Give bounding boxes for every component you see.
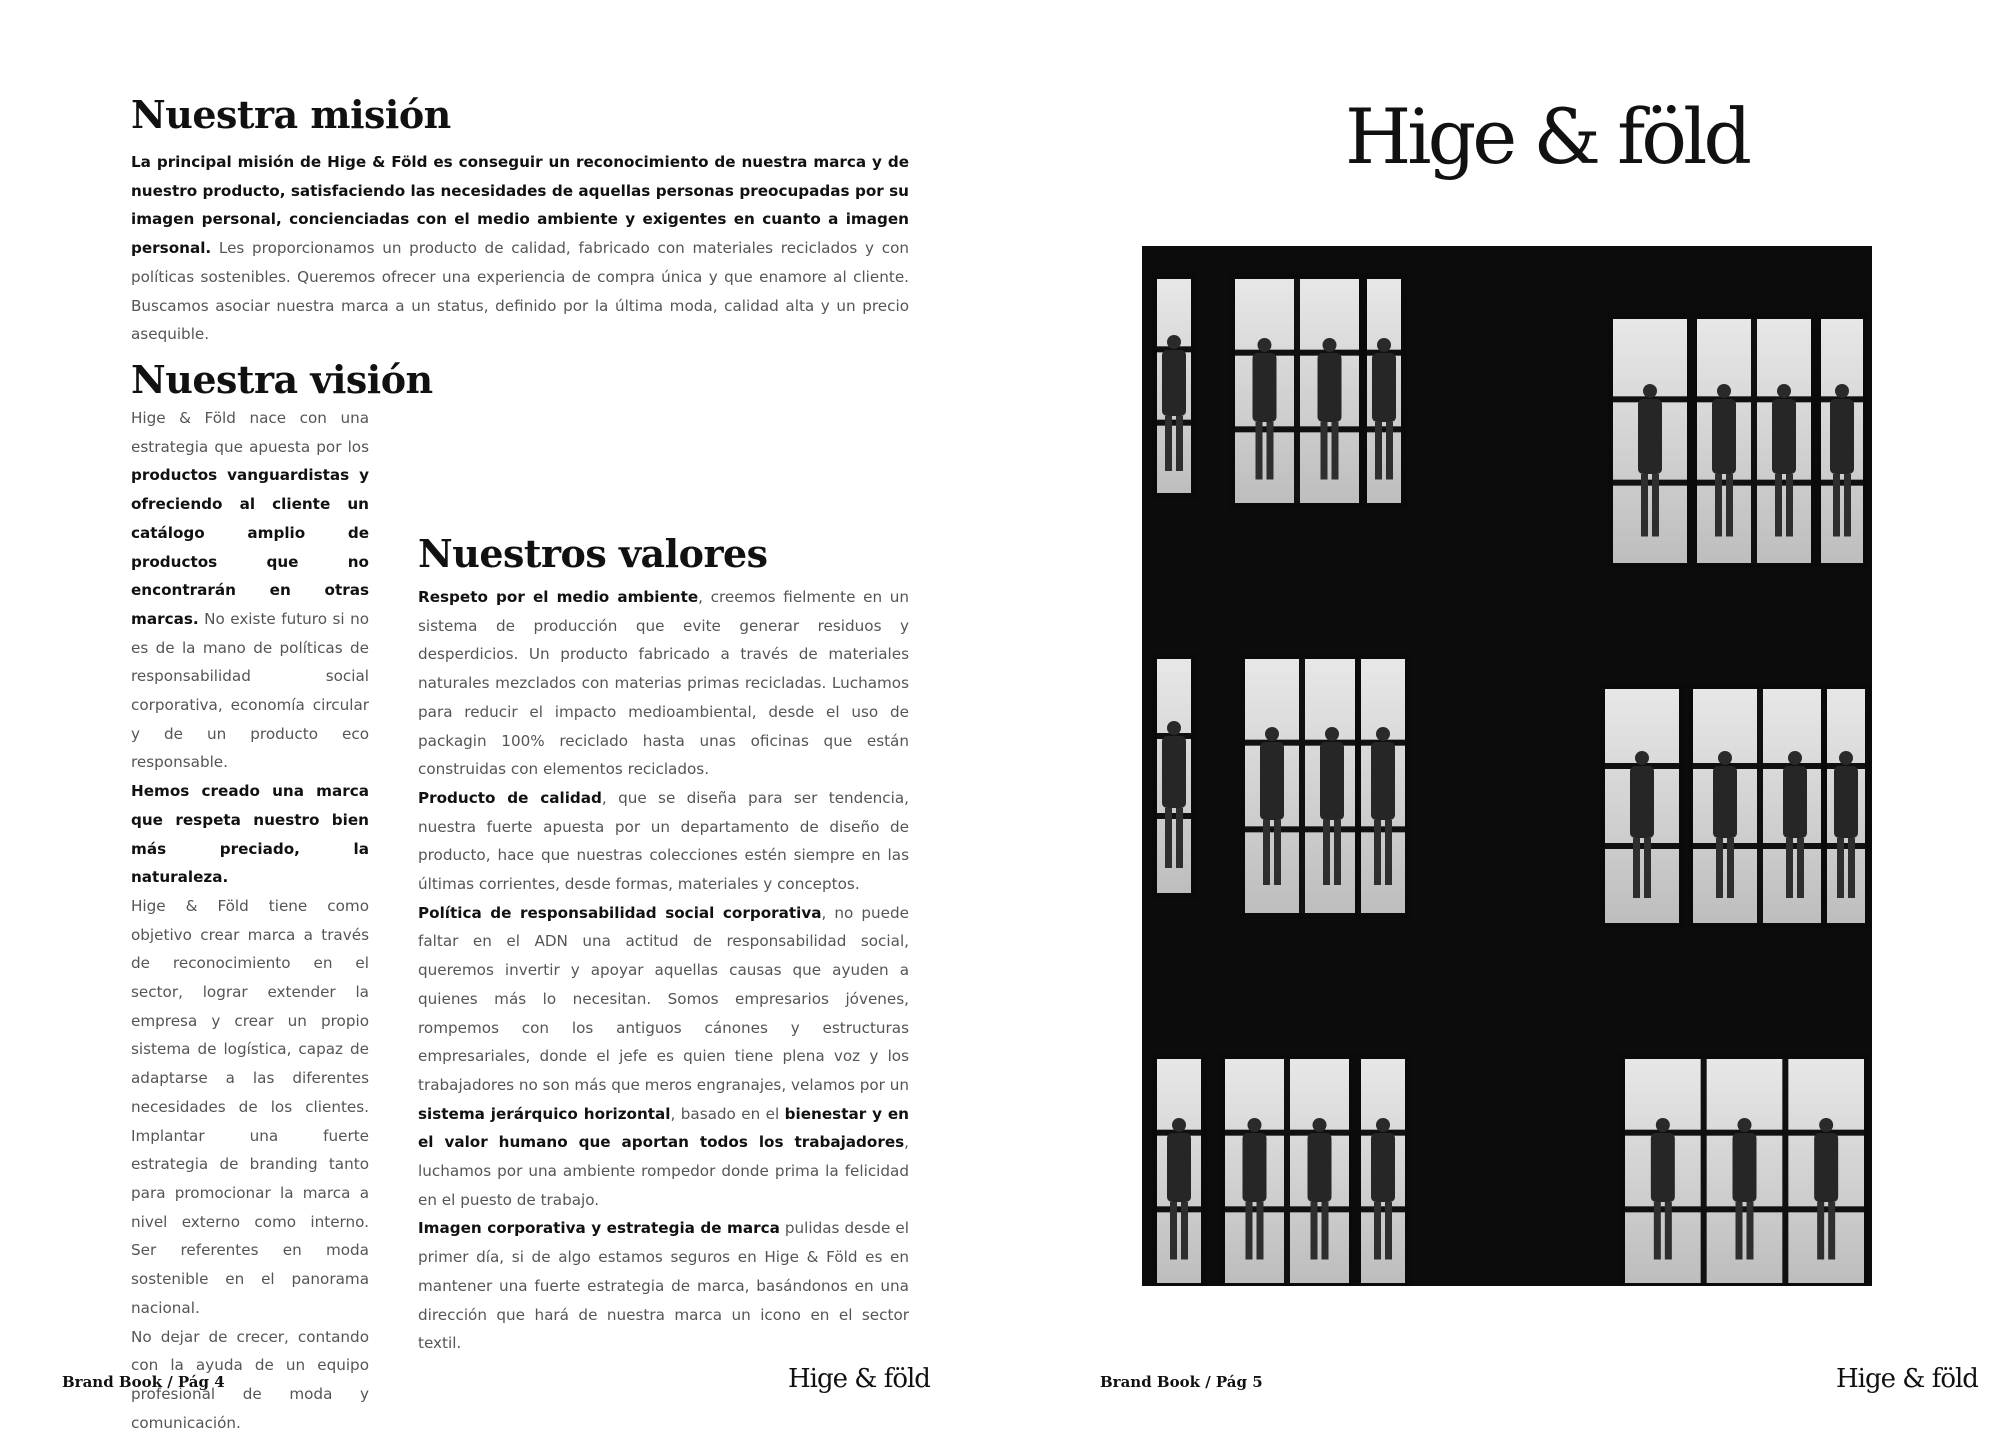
window-transom xyxy=(1364,426,1404,432)
mannequin-leg xyxy=(1736,1202,1743,1260)
mannequin-body xyxy=(1318,353,1342,422)
mannequin-head xyxy=(1325,727,1339,741)
valor-2-title: Producto de calidad xyxy=(418,789,602,807)
vision-p1-bold: productos vanguardistas y ofreciendo al cliente un catálogo amplio de productos que no encontrarán en otras marcas. xyxy=(131,466,369,628)
window-transom xyxy=(1154,813,1194,819)
footer-logo-left: Hige & föld xyxy=(788,1364,930,1394)
mannequin-leg xyxy=(1644,838,1651,898)
valor-calidad xyxy=(418,784,909,899)
window-mullion xyxy=(1701,1056,1707,1286)
window-mullion xyxy=(1751,316,1757,566)
valor-4-text: pulidas desde el primer día, si de algo estamos seguros en Hige & Föld es en mantener una fuerte estrategia de marca, basándonos en una dirección que hará de nuestra marca un icono en el sector textil. xyxy=(418,1219,909,1352)
mannequin-leg xyxy=(1321,422,1328,480)
mannequin-head xyxy=(1376,727,1390,741)
mannequin-body xyxy=(1253,353,1277,422)
vision-p1-a: Hige & Föld nace con una estrategia que apuesta por los xyxy=(131,409,369,456)
mannequin-body xyxy=(1834,766,1858,838)
mannequin-leg xyxy=(1374,820,1381,885)
mannequin-leg xyxy=(1246,1202,1253,1260)
mannequin-leg xyxy=(1323,820,1330,885)
mannequin-head xyxy=(1167,721,1181,735)
mannequin-body xyxy=(1162,736,1186,808)
mannequin-head xyxy=(1656,1118,1670,1132)
window-transom xyxy=(1232,426,1362,432)
mannequin-leg xyxy=(1385,820,1392,885)
mannequin-head xyxy=(1835,384,1849,398)
mannequin-leg xyxy=(1665,1202,1672,1260)
mannequin-leg xyxy=(1274,820,1281,885)
mannequin-head xyxy=(1635,751,1649,765)
mannequin-leg xyxy=(1786,474,1793,537)
mannequin-leg xyxy=(1641,474,1648,537)
mannequin-head xyxy=(1839,751,1853,765)
valor-3-bold-c: bienestar y en el valor humano que aportan todos los trabajadores xyxy=(418,1105,909,1152)
vision-p1-c: No existe futuro si no es de la mano de políticas de responsabilidad social corporativa, economía circular y de un producto eco responsable. xyxy=(131,610,369,772)
mannequin-leg xyxy=(1797,838,1804,898)
mannequin-body xyxy=(1372,353,1396,422)
mannequin-leg xyxy=(1256,422,1263,480)
mannequin-leg xyxy=(1833,474,1840,537)
mision-body xyxy=(131,148,909,349)
mannequin-leg xyxy=(1257,1202,1264,1260)
mannequin-leg xyxy=(1633,838,1640,898)
mannequin-leg xyxy=(1311,1202,1318,1260)
mannequin-leg xyxy=(1181,1202,1188,1260)
mannequin-leg xyxy=(1334,820,1341,885)
mannequin-body xyxy=(1733,1133,1757,1202)
mannequin-leg xyxy=(1654,1202,1661,1260)
window-transom xyxy=(1232,350,1362,356)
mannequin-head xyxy=(1819,1118,1833,1132)
valor-1-text: , creemos fielmente en un sistema de producción que evite generar residuos y desperdicios. Un producto fabricado a través de materiales naturales mezclados con materias primas recicladas. Luchamos para reducir el impacto medioambiental, desde el uso de packagin 100% reciclado hasta unas oficinas que están construidas con elementos reciclados. xyxy=(418,588,909,778)
mannequin-head xyxy=(1377,338,1391,352)
valor-3-text-c: , luchamos por una ambiente rompedor donde prima la felicidad en el puesto de trabajo. xyxy=(418,1133,909,1208)
mannequin-leg xyxy=(1747,1202,1754,1260)
window-transom xyxy=(1690,843,1830,849)
mannequin-body xyxy=(1371,742,1395,820)
valor-2-text: , que se diseña para ser tendencia, nuestra fuerte apuesta por un departamento de diseño de producto, hace que nuestras colecciones estén siempre en las últimas corrientes, desde formas, materiales y conceptos. xyxy=(418,789,909,893)
mannequin-leg xyxy=(1716,838,1723,898)
mannequin-leg xyxy=(1386,422,1393,480)
footer-logo-right: Hige & föld xyxy=(1836,1364,1978,1394)
mannequin-body xyxy=(1638,399,1662,474)
window-transom xyxy=(1610,480,1690,486)
mannequin-body xyxy=(1772,399,1796,474)
mannequin-leg xyxy=(1775,474,1782,537)
mannequin-leg xyxy=(1165,416,1172,471)
mannequin-head xyxy=(1172,1118,1186,1132)
mannequin-body xyxy=(1260,742,1284,820)
mannequin-body xyxy=(1371,1133,1395,1202)
mannequin-leg xyxy=(1176,416,1183,471)
mannequin-head xyxy=(1248,1118,1262,1132)
valor-medio-ambiente xyxy=(418,583,909,784)
footer-page-label-left: Brand Book / Pág 4 xyxy=(62,1373,225,1391)
window-transom xyxy=(1824,843,1868,849)
mannequin-body xyxy=(1167,1133,1191,1202)
mannequin-leg xyxy=(1715,474,1722,537)
mannequin-leg xyxy=(1385,1202,1392,1260)
mannequin-head xyxy=(1258,338,1272,352)
mision-bold: La principal misión de Hige & Föld es conseguir un reconocimiento de nuestra marca y de nuestro producto, satisfaciendo las necesidades de aquellas personas preocupadas por su imagen personal, concienciadas con el medio ambiente y exigentes en cuanto a imagen personal. xyxy=(131,153,909,257)
vision-body xyxy=(131,404,369,1437)
mannequin-leg xyxy=(1165,808,1172,868)
mannequin-head xyxy=(1313,1118,1327,1132)
mannequin-head xyxy=(1643,384,1657,398)
valor-responsabilidad xyxy=(418,899,909,1215)
mannequin-leg xyxy=(1837,838,1844,898)
mannequin-leg xyxy=(1848,838,1855,898)
mannequin-body xyxy=(1243,1133,1267,1202)
valor-3-text-b: , basado en el xyxy=(671,1105,785,1123)
mannequin-head xyxy=(1788,751,1802,765)
mannequin-leg xyxy=(1176,808,1183,868)
left-page xyxy=(0,0,1000,1415)
window-mullion xyxy=(1284,1056,1290,1286)
window-transom xyxy=(1818,480,1866,486)
mannequin-leg xyxy=(1828,1202,1835,1260)
window-transom xyxy=(1358,1206,1408,1212)
vision-title: Nuestra visión xyxy=(131,357,433,402)
mannequin-body xyxy=(1308,1133,1332,1202)
mannequin-leg xyxy=(1726,474,1733,537)
mannequin-body xyxy=(1830,399,1854,474)
mannequin-body xyxy=(1713,766,1737,838)
mannequin-leg xyxy=(1786,838,1793,898)
footer-page-label-right: Brand Book / Pág 5 xyxy=(1100,1373,1263,1391)
mannequin-body xyxy=(1783,766,1807,838)
mannequin-head xyxy=(1718,751,1732,765)
valores-body xyxy=(418,583,909,1358)
window-transom xyxy=(1694,396,1814,402)
valor-imagen xyxy=(418,1214,909,1358)
window-mullion xyxy=(1782,1056,1788,1286)
mannequin-leg xyxy=(1322,1202,1329,1260)
window-transom xyxy=(1694,480,1814,486)
mannequin-head xyxy=(1777,384,1791,398)
mannequin-leg xyxy=(1652,474,1659,537)
mannequin-leg xyxy=(1332,422,1339,480)
mannequin-head xyxy=(1717,384,1731,398)
storefront-windows-photo xyxy=(1142,246,1872,1286)
window-transom xyxy=(1602,843,1682,849)
window-transom xyxy=(1222,1130,1352,1136)
mannequin-head xyxy=(1323,338,1337,352)
window-mullion xyxy=(1757,686,1763,926)
valor-4-title: Imagen corporativa y estrategia de marca xyxy=(418,1219,780,1237)
window-mullion xyxy=(1299,656,1305,916)
mannequin-leg xyxy=(1844,474,1851,537)
mannequin-body xyxy=(1814,1133,1838,1202)
window-mullion xyxy=(1294,276,1300,506)
mannequin-leg xyxy=(1817,1202,1824,1260)
brand-logo: Hige & föld xyxy=(1345,92,1748,181)
mision-rest: Les proporcionamos un producto de calidad, fabricado con materiales reciclados y con políticas sostenibles. Queremos ofrecer una experiencia de compra única y que enamore al cliente. Buscamos asociar nuestra marca a un status, definido por la última moda, calidad alta y un precio asequible. xyxy=(131,239,909,343)
valor-1-title: Respeto por el medio ambiente xyxy=(418,588,698,606)
mannequin-body xyxy=(1162,350,1186,416)
window-transom xyxy=(1154,420,1194,426)
window-transom xyxy=(1358,826,1408,832)
mannequin-leg xyxy=(1170,1202,1177,1260)
mannequin-body xyxy=(1630,766,1654,838)
mannequin-leg xyxy=(1374,1202,1381,1260)
mannequin-body xyxy=(1320,742,1344,820)
valor-3-title: Política de responsabilidad social corporativa xyxy=(418,904,821,922)
mannequin-head xyxy=(1738,1118,1752,1132)
mannequin-leg xyxy=(1727,838,1734,898)
mannequin-leg xyxy=(1263,820,1270,885)
window-transom xyxy=(1242,740,1362,746)
mannequin-body xyxy=(1651,1133,1675,1202)
valor-3-bold-b: sistema jerárquico horizontal xyxy=(418,1105,671,1123)
valores-title: Nuestros valores xyxy=(418,531,768,576)
mannequin-leg xyxy=(1267,422,1274,480)
vision-paragraph-2: Hemos creado una marca que respeta nuestro bien más preciado, la naturaleza. xyxy=(131,777,369,892)
mannequin-leg xyxy=(1375,422,1382,480)
vision-paragraph-3: Hige & Föld tiene como objetivo crear marca a través de reconocimiento en el sector, lograr extender la empresa y crear un propio sistema de logística, capaz de adaptarse a las diferentes necesidades de los clientes. Implantar una fuerte estrategia de branding tanto para promocionar la marca a nivel externo como interno. Ser referentes en moda sostenible en el panorama nacional. xyxy=(131,892,369,1323)
mision-title: Nuestra misión xyxy=(131,92,451,137)
vision-paragraph-4: No dejar de crecer, contando con la ayuda de un equipo profesional de moda y comunicación. xyxy=(131,1323,369,1437)
valor-3-text-a: , no puede faltar en el ADN una actitud de responsabilidad social, queremos invertir y apoyar aquellas causas que ayuden a quienes más lo necesitan. Somos empresarios jóvenes, rompemos con los antiguos cánones y estructuras empresariales, donde el jefe es quien tiene plena voz y los trabajadores no son más que meros engranajes, velamos por un xyxy=(418,904,909,1094)
mannequin-body xyxy=(1712,399,1736,474)
mannequin-head xyxy=(1265,727,1279,741)
window-transom xyxy=(1242,826,1362,832)
window-transom xyxy=(1690,763,1830,769)
window-transom xyxy=(1222,1206,1352,1212)
vision-paragraph-1 xyxy=(131,404,369,777)
window-transom xyxy=(1154,1206,1204,1212)
mannequin-head xyxy=(1376,1118,1390,1132)
mannequin-head xyxy=(1167,335,1181,349)
